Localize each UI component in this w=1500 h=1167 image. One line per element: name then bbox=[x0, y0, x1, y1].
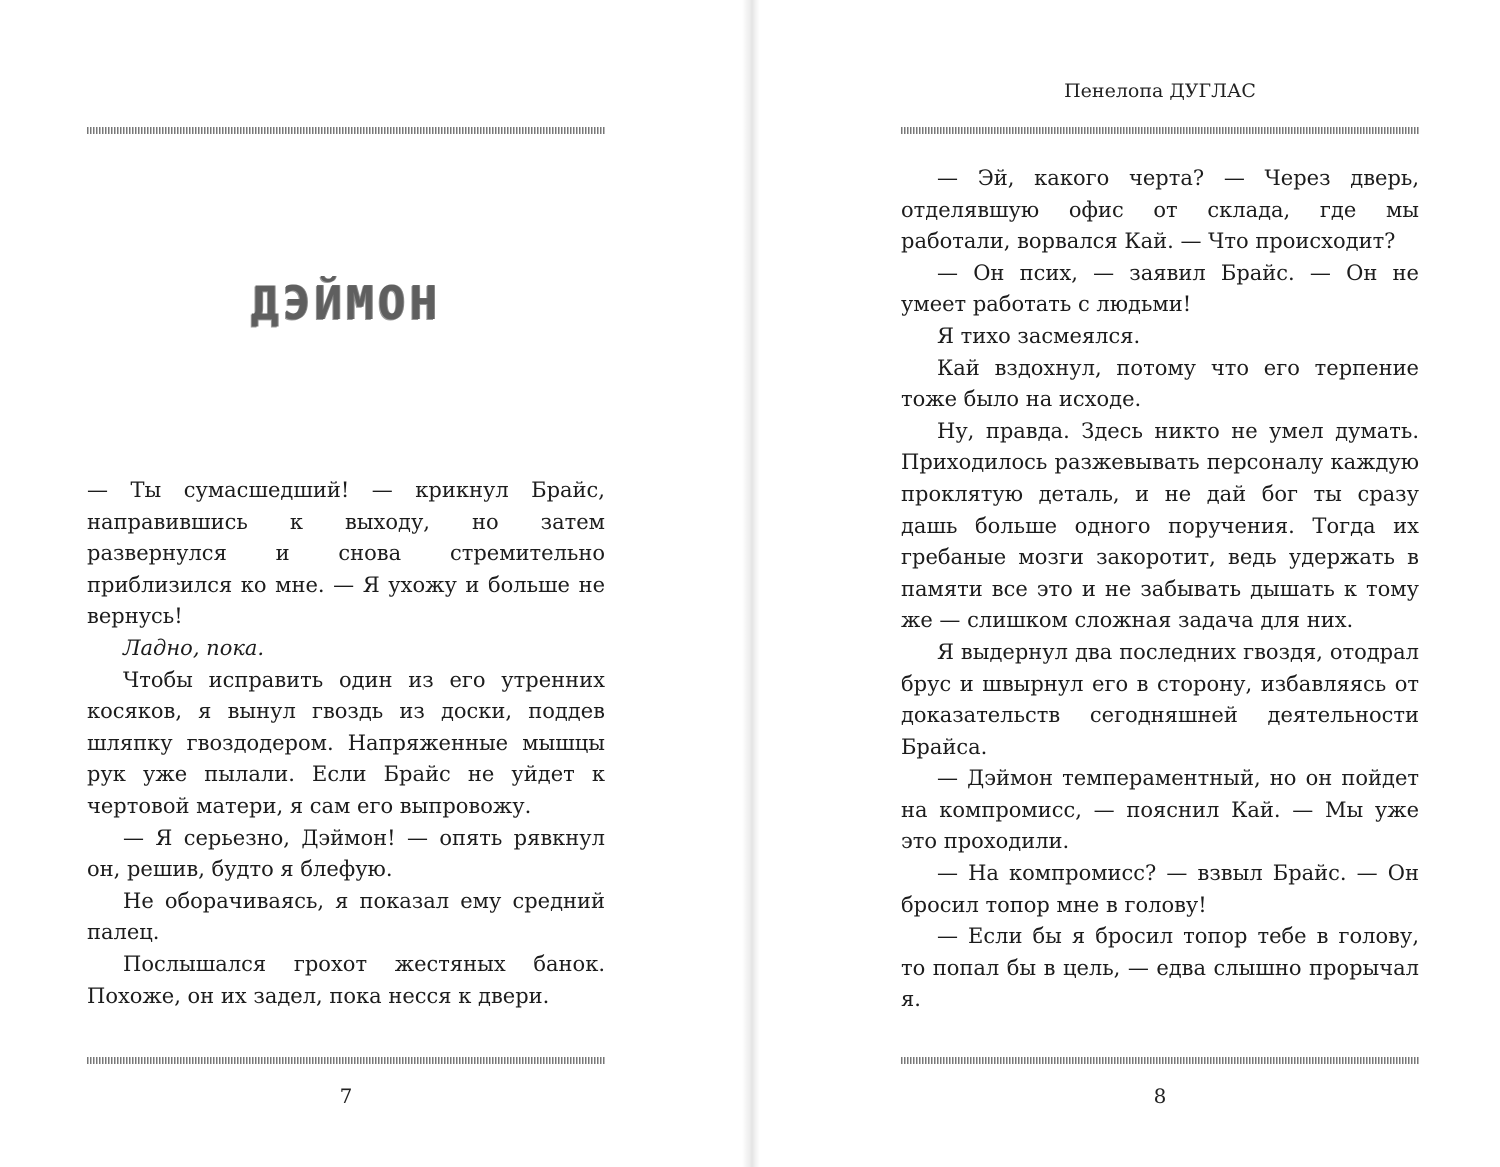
paragraph: Кай вздохнул, потому что его терпение тоже было на исходе. bbox=[901, 355, 1419, 412]
paragraph: — Я серьезно, Дэймон! — опять рявкнул он, решив, будто я блефую. bbox=[87, 825, 605, 882]
bottom-decorative-rule bbox=[901, 1057, 1419, 1064]
paragraph: Я тихо засмеялся. bbox=[937, 323, 1141, 348]
paragraph: Я выдернул два последних гвоздя, отодрал брус и швырнул его в сторону, избавляясь от доказательств сегодняшней деятельности Брайса. bbox=[901, 639, 1419, 759]
paragraph: Ладно, пока. bbox=[123, 635, 265, 660]
page-number: 7 bbox=[339, 1084, 353, 1108]
chapter-title: ДЭЙМОН bbox=[250, 276, 442, 330]
paragraph: — На компромисс? — взвыл Брайс. — Он бросил топор мне в голову! bbox=[901, 861, 1419, 917]
bottom-decorative-rule bbox=[87, 1057, 605, 1064]
paragraph: — Ты сумасшедший! — крикнул Брайс, направившись к выходу, но затем развернулся и снова стремительно приблизился ко мне. — Я ухожу и больше не вернусь! bbox=[87, 478, 605, 629]
paragraph: — Дэймон темпераментный, но он пойдет на компромисс, — пояснил Кай. — Мы уже это проходили. bbox=[901, 766, 1419, 854]
right-page-text bbox=[901, 163, 1419, 1016]
top-decorative-rule bbox=[901, 127, 1419, 134]
page-number: 8 bbox=[1153, 1084, 1167, 1108]
right-page bbox=[901, 0, 1419, 1167]
paragraph: — Он псих, — заявил Брайс. — Он не умеет работать с людьми! bbox=[901, 260, 1419, 317]
running-head: Пенелопа ДУГЛАС bbox=[1064, 80, 1256, 102]
left-page-text bbox=[87, 475, 605, 1012]
top-decorative-rule bbox=[87, 127, 605, 134]
paragraph: Чтобы исправить один из его утренних косяков, я вынул гвоздь из доски, поддев шляпку гвоздодером. Напряженные мышцы рук уже пылали. Если Брайс не уйдет к чертовой матери, я сам его выпровожу. bbox=[87, 667, 605, 818]
paragraph: Послышался грохот жестяных банок. Похоже, он их задел, пока несся к двери. bbox=[87, 951, 605, 1008]
book-gutter bbox=[742, 0, 760, 1167]
paragraph: — Эй, какого черта? — Через дверь, отделявшую офис от склада, где мы работали, ворвался Кай. — Что происходит? bbox=[901, 166, 1419, 254]
paragraph: — Если бы я бросил топор тебе в голову, то попал бы в цель, — едва слышно прорычал я. bbox=[901, 924, 1419, 1012]
paragraph: Не оборачиваясь, я показал ему средний палец. bbox=[87, 888, 605, 945]
paragraph: Ну, правда. Здесь никто не умел думать. Приходилось разжевывать персоналу каждую проклятую деталь, и не дай бог ты сразу дашь больше одного поручения. Тогда их гребаные мозги закоротит, ведь удержать в памяти все это и не забывать дышать к тому же — слишком сложная задача для них. bbox=[901, 418, 1419, 633]
left-page bbox=[87, 0, 605, 1167]
